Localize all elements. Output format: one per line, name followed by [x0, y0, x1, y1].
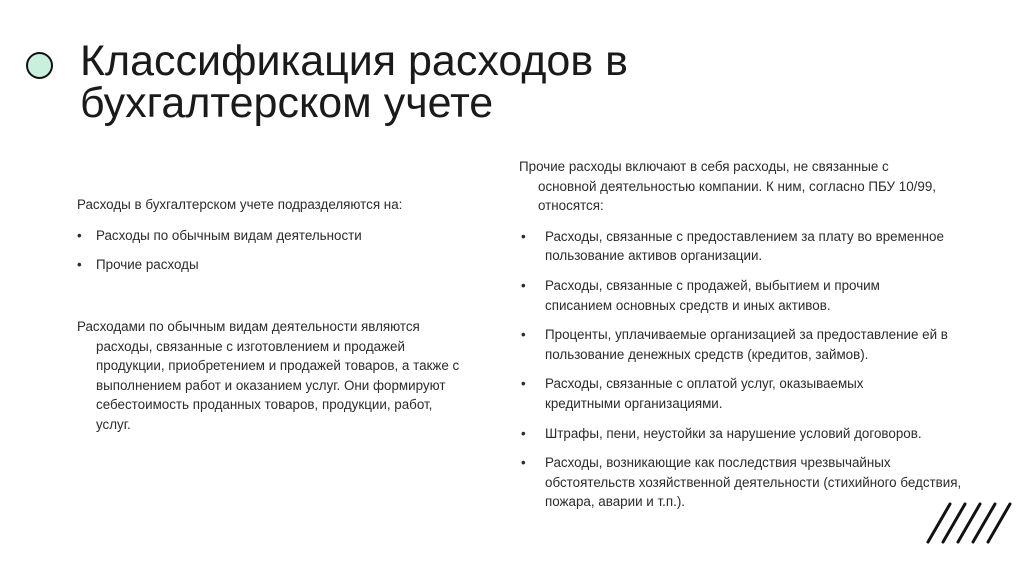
- title-bullet-circle-icon: [26, 52, 53, 79]
- bullet-icon: •: [521, 455, 526, 471]
- list-item-text: Расходы, связанные с оплатой услуг, оказываемых кредитными организациями.: [545, 376, 864, 411]
- decorative-slashes-icon: [924, 500, 1016, 546]
- list-item: [519, 424, 990, 444]
- bullet-icon: •: [521, 327, 526, 343]
- list-item-text: Штрафы, пени, неустойки за нарушение условий договоров.: [545, 425, 922, 441]
- list-item: [519, 227, 945, 266]
- list-item: [519, 374, 925, 413]
- bullet-icon: •: [521, 228, 526, 244]
- left-paragraph: Расходами по обычным видам деятельности являются расходы, связанные с изготовлением и продажей продукции, приобретением и продажей товаров, а также с выполнением работ и оказанием услуг. Они формируют себестоимость проданных товаров, продукции, работ, услуг.: [77, 319, 460, 432]
- left-intro: Расходы в бухгалтерском учете подразделяются на:: [77, 197, 403, 212]
- list-item-text: Расходы, связанные с предоставлением за плату во временное пользование активов организации.: [545, 228, 944, 264]
- list-item-text: Прочие расходы: [96, 257, 199, 273]
- bullet-icon: •: [77, 257, 82, 273]
- list-item: [77, 226, 477, 246]
- list-item-text: Расходы, связанные с продажей, выбытием и прочим списанием основных средств и иных активов.: [545, 277, 880, 313]
- bullet-icon: •: [521, 277, 526, 293]
- slide-title: Классификация расходов в бухгалтерском учете: [80, 37, 628, 127]
- bullet-icon: •: [521, 376, 526, 392]
- list-item: [519, 453, 975, 512]
- right-column: [519, 157, 964, 512]
- list-item: [519, 325, 985, 364]
- left-column: [77, 195, 477, 275]
- bullet-icon: •: [521, 425, 526, 441]
- list-item: [519, 276, 945, 315]
- list-item-text: Проценты, уплачиваемые организацией за предоставление ей в пользование денежных средств (кредитов, займов).: [545, 327, 948, 362]
- list-item-text: Расходы по обычным видам деятельности: [96, 227, 362, 243]
- list-item: [77, 255, 477, 275]
- list-item-text: Расходы, возникающие как последствия чрезвычайных обстоятельств хозяйственной деятельности (стихийного бедствия, пожара, аварии и т.п.).: [545, 455, 962, 510]
- bullet-icon: •: [77, 227, 82, 243]
- right-intro: Прочие расходы включают в себя расходы, не связанные с основной деятельностью компании. К ним, согласно ПБУ 10/99, относятся:: [519, 159, 936, 214]
